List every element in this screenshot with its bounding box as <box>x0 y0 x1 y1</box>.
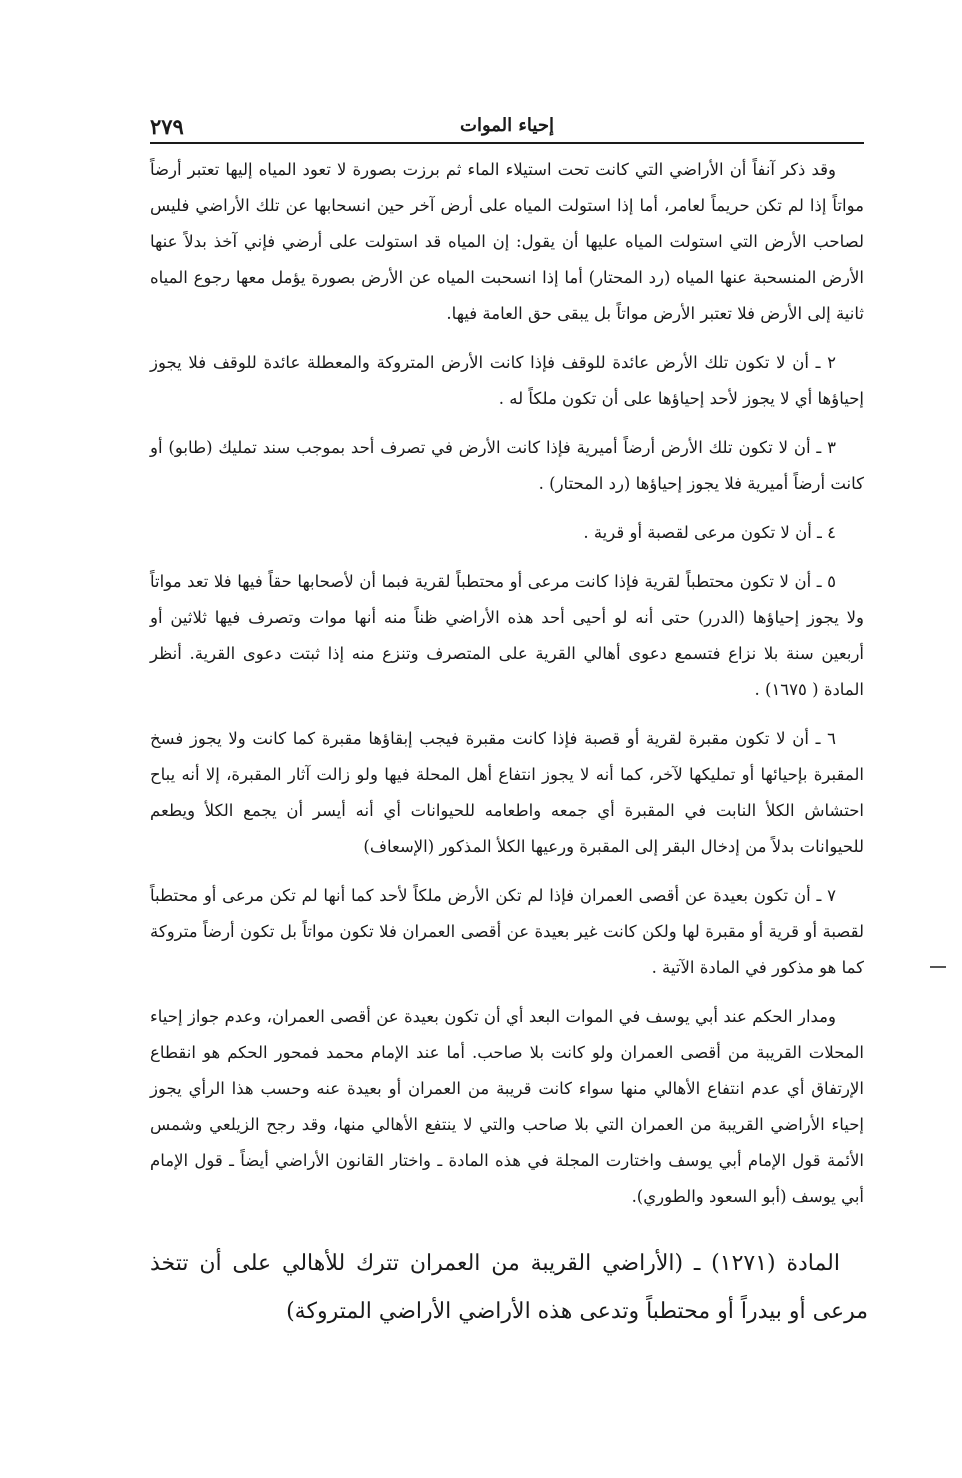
running-title: إحياء الموات <box>460 115 554 136</box>
paragraph: ٦ ـ أن لا تكون مقبرة لقرية أو قصبة فإذا كانت مقبرة فيجب إبقاؤها مقبرة كما كانت ولا يجوز فسخ المقبرة بإحيائها أو تمليكها لآخر، كما أنه لا يجوز انتفاع أهل المحلة فيها ولو زالت آثار المقبرة، إلا أنه يباح احتشاش الكلأ النابت في المقبرة أي جمعه واطعامه للحيوانات أي أنه أيسر أن يجمع الكلأ ويطعم للحيوانات بدلاً من إدخال البقر إلى المقبرة ورعيها الكلأ المذكور (الإسعاف) <box>150 729 864 856</box>
paragraph: ٣ ـ أن لا تكون تلك الأرض أرضاً أميرية فإذا كانت الأرض في تصرف أحد بموجب سند تمليك (طابو) أو كانت أرضاً أميرية فلا يجوز إحياؤها (رد المحتار) . <box>150 438 864 493</box>
paragraph: وقد ذكر آنفاً أن الأراضي التي كانت تحت استيلاء الماء ثم برزت بصورة لا تعود المياه إليها تعتبر أرضاً مواتاً إذا لم تكن حريماً لعامر، أما إذا استولت المياه على أرض آخر حين انسحابها عن تلك الأراضي فليس لصاحب الأرض التي استولت المياه عليها أن يقول: إن المياه قد استولت على أرضي فإني آخذ بدلاً عنها الأرض المنسحبة عنها المياه (رد المحتار) أما إذا انسحبت المياه عن الأرض بصورة يؤمل معها رجوع المياه ثانية إلى الأرض فلا تعتبر الأرض مواتاً بل يبقى حق العامة فيها. <box>150 160 864 323</box>
article-heading <box>150 1240 868 1336</box>
article-text: المادة (١٢٧١) ـ (الأراضي القريبة من العمران تترك للأهالي على أن تتخذ مرعى أو بيدراً أو محتطباً وتدعى هذه الأراضي الأراضي المتروكة) <box>150 1251 868 1324</box>
paragraph: ومدار الحكم عند أبي يوسف في الموات البعد أي أن تكون بعيدة عن أقصى العمران، وعدم جواز إحياء المحلات القريبة من أقصى العمران ولو كانت بلا صاحب. أما عند الإمام محمد فمحور الحكم هو انقطاع الإرتفاق أي عدم انتفاع الأهالي منها سواء كانت قريبة من العمران أو بعيدة عنه وحسب هذا الرأي يجوز إحياء الأراضي القريبة من العمران التي بلا صاحب والتي لا ينتفع الأهالي منها، وقد رجح الزيلعي وشمس الأئمة قول الإمام أبي يوسف واختارت المجلة في هذه المادة ـ واختار القانون الأراضي أيضاً ـ قول الإمام أبي يوسف (أبو السعود والطوري). <box>150 1007 864 1206</box>
paragraph: ٢ ـ أن لا تكون تلك الأرض عائدة للوقف فإذا كانت الأرض المتروكة والمعطلة عائدة للوقف فلا يجوز إحياؤها أي لا يجوز لأحد إحياؤها على أن تكون ملكاً له . <box>150 353 864 408</box>
paragraph: ٥ ـ أن لا تكون محتطباً لقرية فإذا كانت مرعى أو محتطباً لقرية فبما أن لأصحابها حقاً فيها فلا تعد مواتاً ولا يجوز إحياؤها (الدرر) حتى أنه لو أحيى أحد هذه الأراضي ظناً منه أنها موات وتصرف فيها ثلاثين أو أربعين سنة بلا نزاع فتسمع دعوى أهالي القرية على المتصرف وتنزع منه إذا ثبتت دعوى القرية. أنظر المادة ( ١٦٧٥) . <box>150 572 864 699</box>
page-header <box>150 112 864 144</box>
margin-mark <box>930 966 946 968</box>
page-number: ٢٧٩ <box>150 114 184 139</box>
paragraph: ٧ ـ أن تكون بعيدة عن أقصى العمران فإذا لم تكن الأرض ملكاً لأحد كما أنها لم تكن مرعى أو محتطباً لقصبة أو قرية أو مقبرة لها ولكن كانت غير بعيدة عن أقصى العمران فلا تكون مواتاً بل تكون أرضاً متروكة كما هو مذكور في المادة الآتية . <box>150 886 864 977</box>
body-text <box>150 152 864 1228</box>
paragraph: ٤ ـ أن لا تكون مرعى لقصبة أو قرية . <box>583 523 836 542</box>
